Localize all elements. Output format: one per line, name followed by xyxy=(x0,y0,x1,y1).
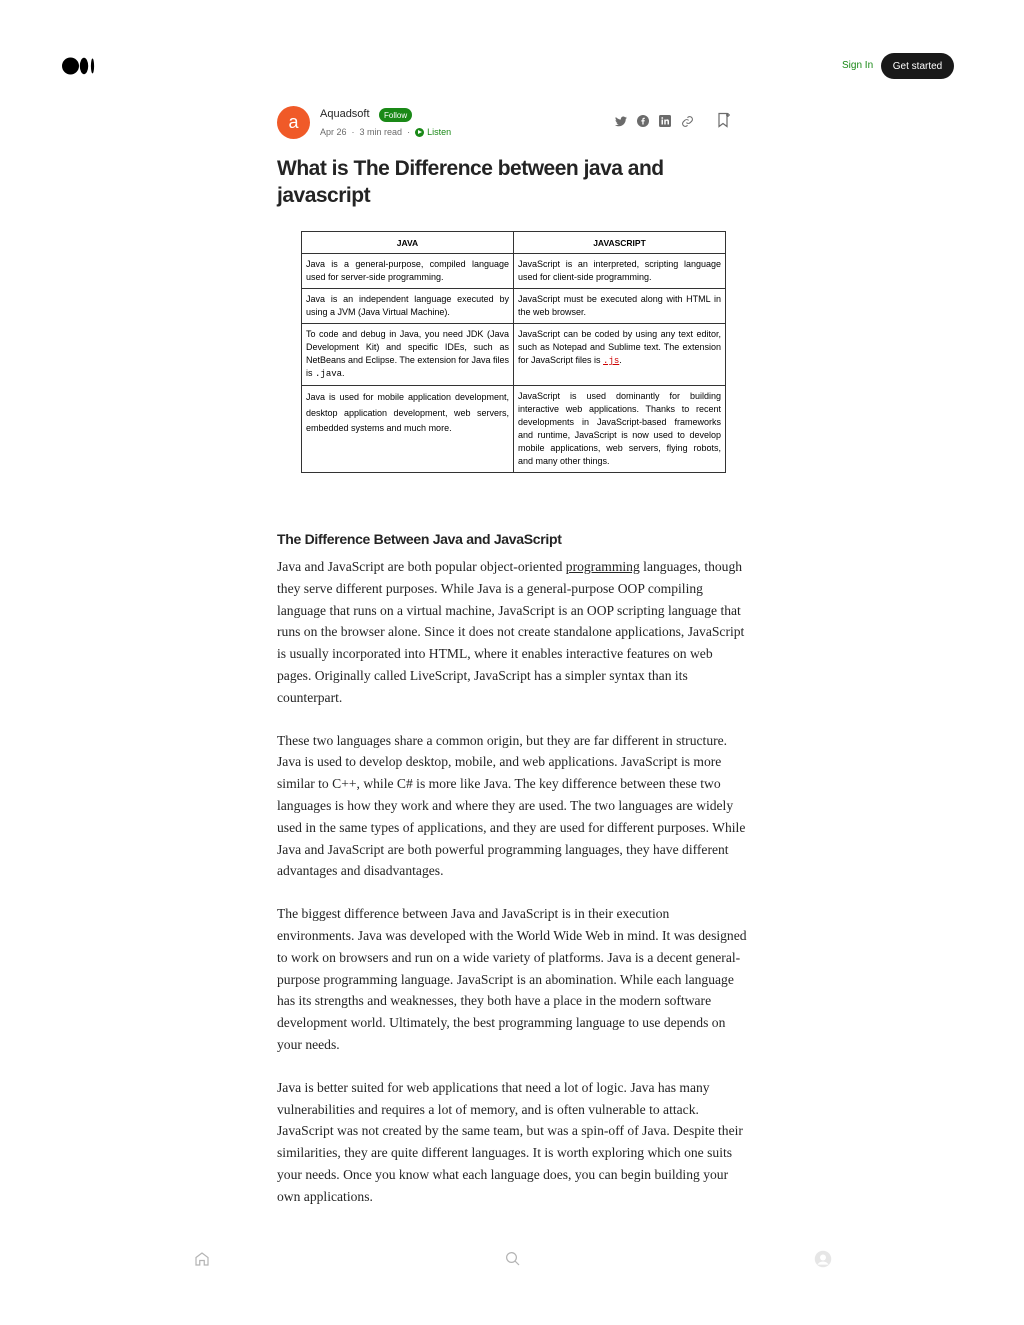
table-row xyxy=(302,324,726,386)
paragraph: These two languages share a common origin, but they are far different in structure. Java is used to develop desktop, mobile, and web applications. JavaScript is more similar to C++, while C# is more like Java. The key difference between these two languages is how they work and where they are used. The two languages are widely used in the same types of applications, and they are used for different purposes. While Java and JavaScript are both powerful programming languages, they have different advantages and disadvantages. xyxy=(277,732,746,879)
table-row xyxy=(302,254,726,289)
paragraph-text: Java and JavaScript are both popular object-oriented xyxy=(277,559,566,574)
post-date: Apr 26 xyxy=(320,127,347,137)
get-started-button[interactable]: Get started xyxy=(881,53,954,79)
cell-text: JavaScript can be coded by using any text editor, such as Notepad and Sublime text. The extension for JavaScript files is xyxy=(518,329,721,365)
play-icon xyxy=(415,128,424,137)
linkedin-icon[interactable] xyxy=(658,114,672,128)
table-cell: JavaScript is used dominantly for building interactive web applications. Thanks to recent developments in JavaScript-based frameworks and runtime, JavaScript is now used to develop mobile applications, web servers, flying robots, and many other things. xyxy=(514,386,726,473)
js-extension: .js xyxy=(603,356,620,366)
sign-in-link[interactable]: Sign In xyxy=(842,60,874,71)
table-cell: Java is an independent language executed by using a JVM (Java Virtual Machine). xyxy=(302,289,514,324)
home-icon[interactable] xyxy=(193,1250,211,1268)
profile-icon[interactable] xyxy=(814,1250,832,1268)
paragraph: Java is better suited for web applications that need a lot of logic. Java has many vulnerabilities and requires a lot of memory, and is often vulnerable to attack. JavaScript was not created by the same team, but was a spin-off of Java. Despite their similarities, they are quite different languages. It is worth exploring which one suits your needs. Once you know what each language does, you can begin building your own applications. xyxy=(277,1079,743,1204)
paragraph xyxy=(277,556,749,709)
link-icon[interactable] xyxy=(680,114,694,128)
listen-button[interactable] xyxy=(415,127,451,137)
table-cell: JavaScript is an interpreted, scripting language used for client-side programming. xyxy=(514,254,726,289)
medium-logo-icon[interactable] xyxy=(62,57,96,75)
paragraph-text: languages, though they serve different purposes. While Java is a general-purpose OOP compiling language that runs on a virtual machine, JavaScript is an OOP scripting language that runs on the browser alone. Since it does not create standalone applications, JavaScript is usually incorporated into HTML, where it enables interactive features on web pages. Originally called LiveScript, JavaScript has a simpler syntax than its counterpart. xyxy=(277,559,745,705)
table-cell: Java is a general-purpose, compiled language used for server-side programming. xyxy=(302,254,514,289)
table-cell: To code and debug in Java, you need JDK (Java Development Kit) and specific IDEs, such as NetBeans and Eclipse. The extension for Java files is .java. xyxy=(302,324,514,386)
share-bar xyxy=(614,114,694,128)
listen-label: Listen xyxy=(427,127,452,137)
comparison-table xyxy=(301,231,726,473)
paragraph: The biggest difference between Java and JavaScript is in their execution environments. Java was developed with the World Wide Web in mind. It was designed to work on browsers and run on a wide variety of platforms. Java is a decent general-purpose programming language. JavaScript is an abomination. While each language has its strengths and weaknesses, they both have a place in the modern software development world. Ultimately, the best programming language to use depends on your needs. xyxy=(277,906,747,1052)
programming-link[interactable]: programming xyxy=(565,559,640,574)
post-meta xyxy=(320,127,451,137)
table-header: JAVASCRIPT xyxy=(514,232,726,254)
bottom-nav xyxy=(0,1240,1024,1280)
facebook-icon[interactable] xyxy=(636,114,650,128)
section-heading: The Difference Between Java and JavaScript xyxy=(277,531,562,547)
bookmark-icon[interactable] xyxy=(717,112,731,128)
table-cell: Java is used for mobile application development, desktop application development, web servers, embedded systems and much more. xyxy=(302,386,514,473)
java-extension: .java xyxy=(315,369,343,379)
table-cell: JavaScript can be coded by using any text editor, such as Notepad and Sublime text. The extension for JavaScript files is .js. xyxy=(514,324,726,386)
article-title: What is The Difference between java and javascript xyxy=(277,157,664,207)
read-time: 3 min read xyxy=(359,127,403,137)
follow-button[interactable]: Follow xyxy=(379,108,412,122)
separator: · xyxy=(351,127,355,137)
table-row xyxy=(302,289,726,324)
cell-text: To code and debug in Java, you need JDK (Java Development Kit) and specific IDEs, such as NetBeans and Eclipse. The extension for Java files is xyxy=(306,329,509,378)
article-body xyxy=(277,556,749,1229)
table-row xyxy=(302,386,726,473)
table-cell: JavaScript must be executed along with HTML in the web browser. xyxy=(514,289,726,324)
author-name[interactable]: Aquadsoft xyxy=(320,108,370,120)
table-header-row xyxy=(302,232,726,254)
search-icon[interactable] xyxy=(504,1250,522,1268)
separator: · xyxy=(407,127,411,137)
table-header: JAVA xyxy=(302,232,514,254)
twitter-icon[interactable] xyxy=(614,114,628,128)
avatar[interactable]: a xyxy=(277,106,310,139)
